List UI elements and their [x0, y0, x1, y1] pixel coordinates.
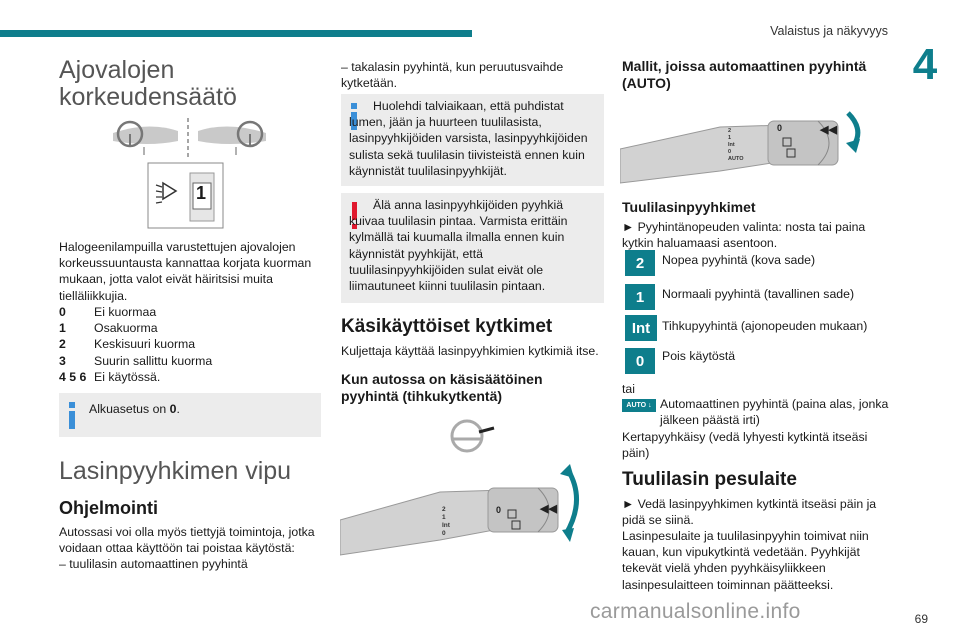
washer-instruction: ► Vedä lasinpyyhkimen kytkintä itseäsi päin ja pidä se siinä.	[622, 497, 877, 528]
stalk-ring-mark-auto: 0	[777, 123, 783, 133]
washer-text: Lasinpesulaite ja tuulilasinpyyhin toimivat niin kauan, kun vipukytkintä vedetään. Pyyhkijät tekevät vielä yhden pyyhkäisyliikkeen lasinpesulaitteen toiminnan päätteeksi.	[622, 529, 869, 592]
auto-wiper-stalk-illustration	[620, 105, 870, 185]
stalk-position-labels: 2 1 Int 0	[442, 506, 450, 537]
info-box-default: Alkuasetus on 0.	[59, 393, 321, 437]
speed-badge-1: 1	[625, 284, 655, 310]
chapter-number: 4	[912, 40, 938, 89]
watermark: carmanualsonline.info	[590, 600, 801, 623]
info-box-winter	[341, 94, 604, 186]
legend-key: 4 5 6	[59, 369, 87, 384]
section-heading-wiper-stalk: Lasinpyyhkimen vipu	[59, 457, 292, 485]
legend-text: Ei käytössä.	[94, 369, 161, 384]
arrow-down-icon	[562, 528, 574, 542]
programming-item-1: – tuulilasin automaattinen pyyhintä	[59, 557, 248, 571]
info-icon	[69, 402, 75, 408]
legend-key: 0	[59, 305, 66, 319]
section-heading-washer: Tuulilasin pesulaite	[622, 469, 797, 490]
warning-text: Älä anna lasinpyyhkijöiden pyyhkiä kuivaa tuulilasin pintaa. Varmista erittäin kylmällä tai kuumalla ilmalla ennen kuin käynnistät pyyhkijät, että tuulilasinpyyhkijöiden sulat eivät ole liimautuneet kiinni tuulilasin pintaan.	[349, 198, 568, 294]
legend-text: Osakuorma	[94, 321, 158, 336]
section-heading-headlamp: Ajovalojen korkeudensäätö	[59, 56, 237, 111]
header-accent-bar	[0, 30, 472, 37]
speed-text-2: Nopea pyyhintä (kova sade)	[662, 253, 816, 267]
subheading-manual-wiping: Kun autossa on käsisäätöinen pyyhintä (tihkukytkentä)	[341, 371, 543, 404]
subheading-programming: Ohjelmointi	[59, 498, 158, 518]
speed-instruction: ► Pyyhintänopeuden valinta: nosta tai paina kytkin haluamaasi asentoon.	[622, 220, 866, 251]
auto-text: Automaattinen pyyhintä (paina alas, jonka jälkeen päästä irti)	[660, 397, 889, 428]
manual-wiper-stalk-illustration	[340, 410, 590, 570]
legend-key: 3	[59, 353, 66, 368]
legend-key: 2	[59, 337, 66, 352]
warning-box-dry-wipe	[341, 193, 604, 303]
steering-wheel-icon	[452, 421, 494, 451]
headlamp-intro: Halogeenilampuilla varustettujen ajovalojen korkeussuuntausta kannattaa korjata kuorman mukaan, jotta valot eivät häiritsisi muita tielläliikkujia.	[59, 240, 312, 303]
info-text: Huolehdi talviaikaan, että puhdistat lumen, jään ja huurteen tuulilasista, lasinpyyhkijöiden varsista, lasinpyyhkijöiden sulista sekä tuulilasin tiivisteistä ennen kuin käynnistät tuulilasinpyyhkijät.	[349, 99, 588, 178]
default-value: 0	[169, 402, 177, 416]
single-wipe-text: Kertapyyhkäisy (vedä lyhyesti kytkintä itseäsi päin)	[622, 430, 868, 461]
svg-text:◀◀: ◀◀	[820, 124, 837, 136]
speed-text-0: Pois käytöstä	[662, 349, 736, 363]
programming-item-2: – takalasin pyyhintä, kun peruutusvaihde kytketään.	[341, 60, 564, 91]
speed-text-1: Normaali pyyhintä (tavallinen sade)	[662, 287, 855, 301]
stalk-ring-mark: 0	[496, 505, 502, 515]
auto-badge: AUTO ↓	[622, 399, 656, 412]
steering-wheel-right-icon	[198, 122, 266, 155]
speed-badge-int: Int	[625, 315, 657, 341]
running-title: Valaistus ja näkyvyys	[770, 24, 888, 38]
headlamp-adjuster-illustration	[108, 113, 278, 233]
subheading-windscreen-wipers: Tuulilasinpyyhkimet	[622, 199, 756, 215]
page-number: 69	[914, 612, 928, 626]
default-prefix: Alkuasetus on	[89, 402, 170, 416]
speed-badge-2: 2	[625, 250, 655, 276]
legend-text: Suurin sallittu kuorma	[94, 353, 213, 368]
legend-text: Keskisuuri kuorma	[94, 337, 196, 352]
svg-text:◀◀: ◀◀	[540, 503, 557, 515]
speed-text-int: Tihkupyyhintä (ajonopeuden mukaan)	[662, 319, 868, 333]
legend-text: Ei kuormaa	[94, 305, 157, 319]
or-text: tai	[622, 382, 635, 396]
subheading-auto-wiping: Mallit, joissa automaattinen pyyhintä (AUTO)	[622, 58, 867, 91]
dial-value: 1	[195, 183, 206, 203]
section-heading-manual-switches: Käsikäyttöiset kytkimet	[341, 316, 553, 337]
stalk-position-labels-auto: 2 1 Int 0 AUTO	[728, 128, 744, 162]
programming-text: Autossasi voi olla myös tiettyjä toimintoja, jotka voidaan ottaa käyttöön tai poistaa käytöstä:	[59, 525, 315, 556]
arrow-up-icon	[560, 464, 574, 478]
speed-badge-0: 0	[625, 348, 655, 374]
legend-key: 1	[59, 321, 66, 336]
arrow-down-icon	[846, 139, 860, 153]
steering-wheel-left-icon	[113, 122, 178, 155]
manual-switches-text: Kuljettaja käyttää lasinpyyhkimien kytkimiä itse.	[341, 344, 599, 358]
load-legend	[59, 304, 319, 385]
